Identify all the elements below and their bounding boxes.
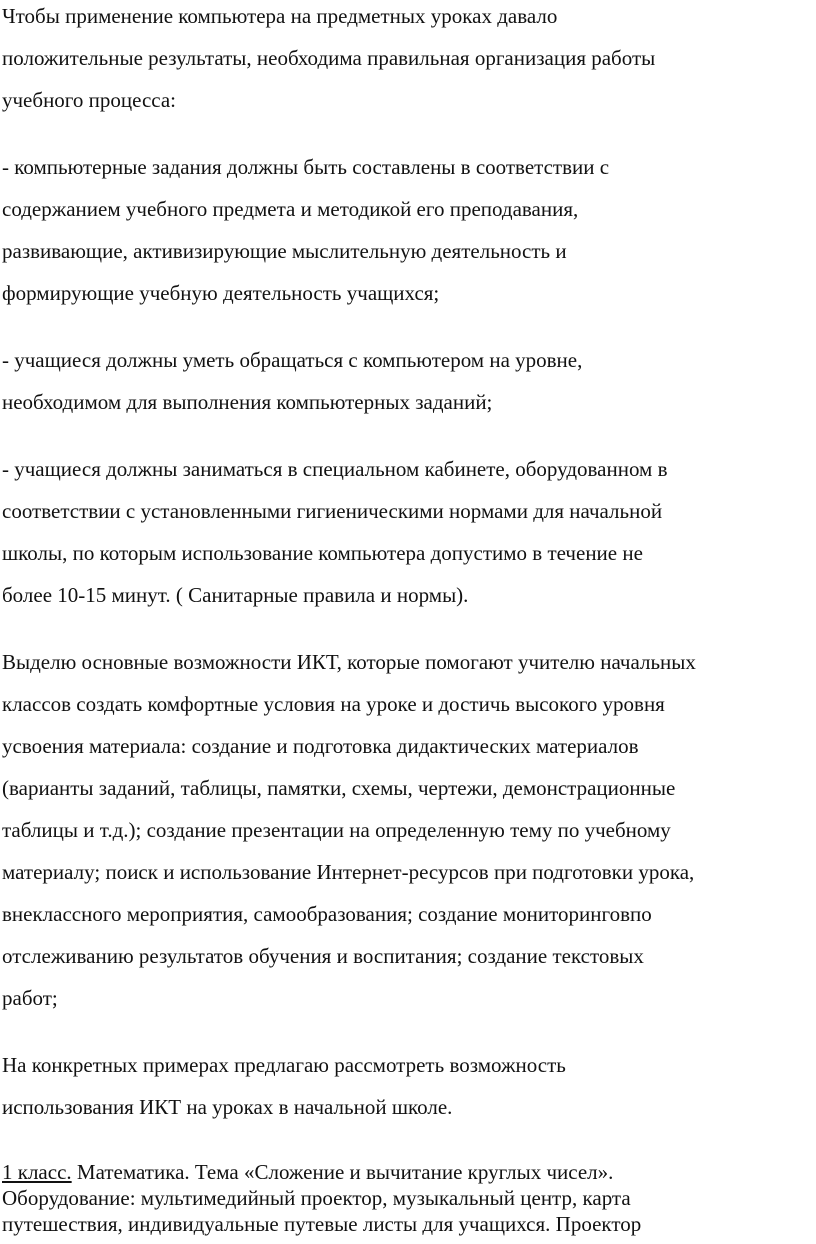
paragraph-5-line-2: классов создать комфортные условия на уроке и достичь высокого уровня — [2, 692, 665, 716]
paragraph-4-line-2: соответствии с установленными гигиеническими нормами для начальной — [2, 499, 663, 523]
paragraph-1-line-3: учебного процесса: — [2, 88, 177, 112]
paragraph-1-line-2: положительные результаты, необходима правильная организация работы — [2, 46, 656, 70]
paragraph-6-line-2: использования ИКТ на уроках в начальной школе. — [2, 1095, 453, 1119]
paragraph-1-line-1: Чтобы применение компьютера на предметных уроках давало — [2, 4, 558, 28]
paragraph-2-line-3: развивающие, активизирующие мыслительную деятельность и — [2, 239, 567, 263]
paragraph-5-line-7: внеклассного мероприятия, самообразования; создание мониторинговпо — [2, 902, 652, 926]
paragraph-4-line-3: школы, по которым использование компьютера допустимо в течение не — [2, 541, 643, 565]
paragraph-2-line-2: содержанием учебного предмета и методикой его преподавания, — [2, 197, 579, 221]
grade-example-topic: Математика. Тема «Сложение и вычитание круглых чисел». — [71, 1160, 614, 1184]
paragraph-5-line-4: (варианты заданий, таблицы, памятки, схемы, чертежи, демонстрационные — [2, 776, 676, 800]
paragraph-3-line-1: - учащиеся должны уметь обращаться с компьютером на уровне, — [2, 348, 583, 372]
paragraph-5-line-8: отслеживанию результатов обучения и воспитания; создание текстовых — [2, 944, 644, 968]
paragraph-5-line-5: таблицы и т.д.); создание презентации на определенную тему по учебному — [2, 818, 671, 842]
paragraph-5-line-1: Выделю основные возможности ИКТ, которые помогают учителю начальных — [2, 650, 696, 674]
paragraph-5-line-9: работ; — [2, 986, 58, 1010]
paragraph-6-line-1: На конкретных примерах предлагаю рассмотреть возможность — [2, 1053, 566, 1077]
grade-example-line-3: путешествия, индивидуальные путевые листы для учащихся. Проектор — [2, 1212, 642, 1236]
paragraph-2-line-4: формирующие учебную деятельность учащихся; — [2, 281, 440, 305]
paragraph-5-line-3: усвоения материала: создание и подготовка дидактических материалов — [2, 734, 639, 758]
paragraph-5-line-6: материалу; поиск и использование Интернет-ресурсов при подготовки урока, — [2, 860, 695, 884]
paragraph-3-line-2: необходимом для выполнения компьютерных заданий; — [2, 390, 493, 414]
grade-example-line-1 — [2, 1160, 613, 1184]
grade-example-line-2: Оборудование: мультимедийный проектор, музыкальный центр, карта — [2, 1186, 631, 1210]
paragraph-4-line-4: более 10-15 минут. ( Санитарные правила и нормы). — [2, 583, 469, 607]
paragraph-2-line-1: - компьютерные задания должны быть составлены в соответствии с — [2, 155, 610, 179]
grade-label: 1 класс. — [2, 1160, 72, 1184]
paragraph-4-line-1: - учащиеся должны заниматься в специальном кабинете, оборудованном в — [2, 457, 668, 481]
